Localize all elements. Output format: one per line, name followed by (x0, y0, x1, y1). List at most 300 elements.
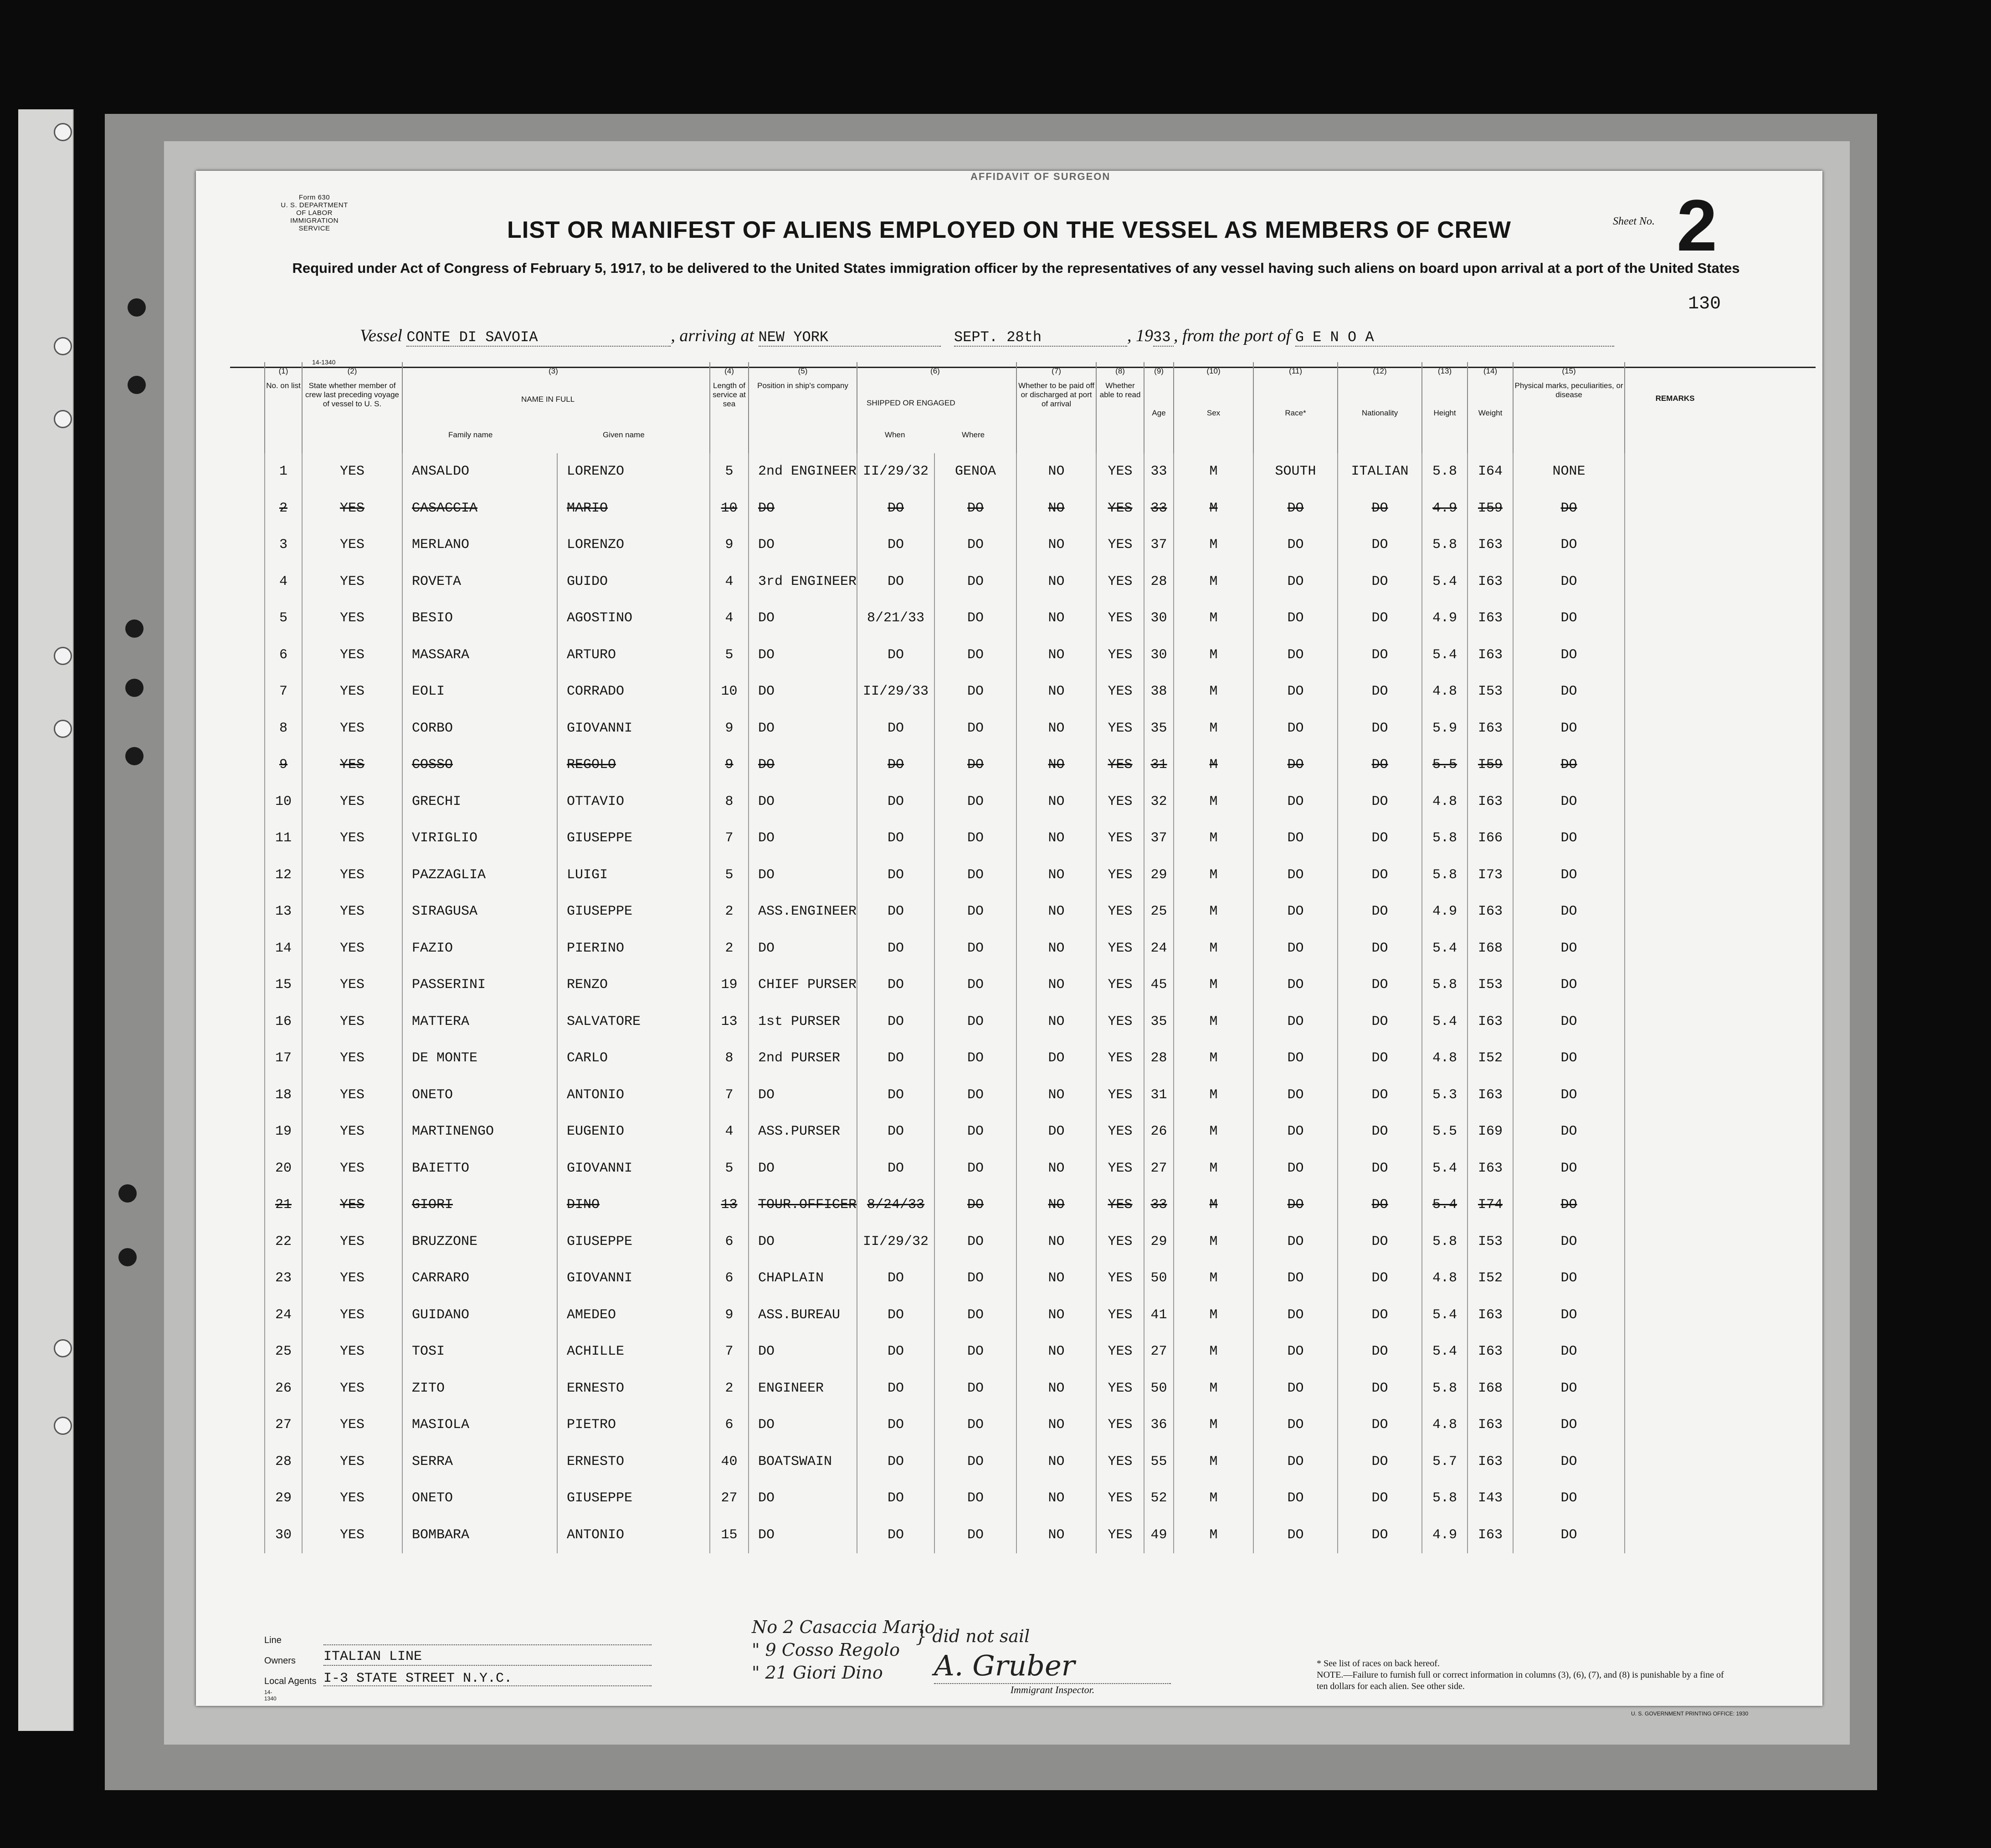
cell-no: 30 (265, 1517, 302, 1554)
cell-nat: DO (1338, 1333, 1422, 1370)
cell-given: ACHILLE (557, 1333, 710, 1370)
local-agents-label: Local Agents (264, 1676, 317, 1686)
local-agents-value: I-3 STATE STREET N.Y.C. (323, 1671, 513, 1686)
cell-weight: I64 (1468, 453, 1513, 490)
immigrant-inspector-label: Immigrant Inspector. (934, 1683, 1171, 1696)
cell-paid: NO (1016, 1297, 1096, 1334)
cell-nat: DO (1338, 1077, 1422, 1114)
cell-read: YES (1096, 1444, 1144, 1480)
cell-sex: M (1174, 1223, 1253, 1260)
footer-notes (1317, 1658, 1736, 1692)
cell-nat: DO (1338, 710, 1422, 747)
cell-position: DO (749, 930, 857, 967)
cell-family: SERRA (402, 1444, 557, 1480)
cell-read: YES (1096, 1003, 1144, 1040)
cell-service: 6 (710, 1407, 749, 1444)
line-field (323, 1643, 652, 1645)
cell-weight: I63 (1468, 1297, 1513, 1334)
cell-paid: NO (1016, 527, 1096, 563)
cell-marks: DO (1513, 857, 1625, 894)
cell-when: DO (857, 527, 934, 563)
crew-row (265, 857, 1725, 894)
crew-row (265, 490, 1725, 527)
cell-family: COSSO (402, 747, 557, 783)
cell-position: DO (749, 820, 857, 857)
cell-service: 5 (710, 1150, 749, 1187)
cell-remarks (1625, 783, 1725, 820)
cell-family: BOMBARA (402, 1517, 557, 1554)
cell-no: 15 (265, 967, 302, 1003)
cell-no: 19 (265, 1113, 302, 1150)
inspector-signature: A. Gruber (934, 1649, 1075, 1682)
cell-read: YES (1096, 1260, 1144, 1297)
cell-service: 9 (710, 1297, 749, 1334)
cell-race: DO (1253, 490, 1338, 527)
cell-race: DO (1253, 1370, 1338, 1407)
cell-service: 19 (710, 967, 749, 1003)
cell-family: MASIOLA (402, 1407, 557, 1444)
departure-port: G E N O A (1295, 329, 1614, 347)
cell-height: 4.8 (1422, 673, 1468, 710)
cell-family: CARRARO (402, 1260, 557, 1297)
cell-nat: DO (1338, 1260, 1422, 1297)
cell-sex: M (1174, 1517, 1253, 1554)
cell-family: CASACCIA (402, 490, 557, 527)
cell-weight: I52 (1468, 1040, 1513, 1077)
cell-prev: YES (302, 783, 402, 820)
cell-prev: YES (302, 1040, 402, 1077)
cell-nat: ITALIAN (1338, 453, 1422, 490)
cell-age: 45 (1144, 967, 1174, 1003)
cell-marks: DO (1513, 600, 1625, 637)
cell-age: 37 (1144, 820, 1174, 857)
cell-when: DO (857, 930, 934, 967)
cell-height: 4.9 (1422, 600, 1468, 637)
cell-no: 16 (265, 1003, 302, 1040)
cell-remarks (1625, 710, 1725, 747)
cell-position: 2nd PURSER (749, 1040, 857, 1077)
crew-row (265, 600, 1725, 637)
cell-no: 2 (265, 490, 302, 527)
service-name: IMMIGRATION SERVICE (290, 217, 339, 232)
cell-family: MASSARA (402, 637, 557, 674)
cell-nat: DO (1338, 893, 1422, 930)
cell-read: YES (1096, 673, 1144, 710)
cell-position: DO (749, 1150, 857, 1187)
cell-read: YES (1096, 747, 1144, 783)
cell-weight: I63 (1468, 1003, 1513, 1040)
page-punch-hole (128, 298, 146, 317)
cell-prev: YES (302, 637, 402, 674)
cell-race: DO (1253, 893, 1338, 930)
cell-read: YES (1096, 1480, 1144, 1517)
cell-age: 28 (1144, 563, 1174, 600)
binder-hole (54, 1417, 72, 1435)
cell-when: DO (857, 1480, 934, 1517)
handwritten-note-side: } did not sail (916, 1626, 1030, 1646)
cell-height: 5.4 (1422, 930, 1468, 967)
cell-no: 26 (265, 1370, 302, 1407)
cell-prev: YES (302, 967, 402, 1003)
cell-paid: NO (1016, 1517, 1096, 1554)
cell-given: GUIDO (557, 563, 710, 600)
cell-nat: DO (1338, 1517, 1422, 1554)
cell-family: ROVETA (402, 563, 557, 600)
cell-when: 8/21/33 (857, 600, 934, 637)
cell-where: DO (934, 1260, 1016, 1297)
cell-prev: YES (302, 527, 402, 563)
crew-row (265, 820, 1725, 857)
crew-row (265, 1187, 1725, 1223)
cell-paid: NO (1016, 1150, 1096, 1187)
handwritten-note-2: " 9 Cosso Regolo (752, 1640, 900, 1660)
cell-race: DO (1253, 1297, 1338, 1334)
cell-prev: YES (302, 820, 402, 857)
cell-height: 4.8 (1422, 783, 1468, 820)
cell-service: 8 (710, 783, 749, 820)
cell-family: SIRAGUSA (402, 893, 557, 930)
cell-age: 32 (1144, 783, 1174, 820)
cell-age: 31 (1144, 1077, 1174, 1114)
cell-read: YES (1096, 453, 1144, 490)
cell-race: DO (1253, 710, 1338, 747)
cell-sex: M (1174, 1333, 1253, 1370)
cell-remarks (1625, 1003, 1725, 1040)
cell-no: 28 (265, 1444, 302, 1480)
cell-nat: DO (1338, 527, 1422, 563)
cell-given: LORENZO (557, 527, 710, 563)
cell-read: YES (1096, 820, 1144, 857)
col-header-no: (1) No. on list (265, 362, 302, 453)
crew-row (265, 673, 1725, 710)
cell-height: 5.4 (1422, 1333, 1468, 1370)
cell-age: 35 (1144, 710, 1174, 747)
cell-race: DO (1253, 600, 1338, 637)
cell-age: 26 (1144, 1113, 1174, 1150)
cell-family: ZITO (402, 1370, 557, 1407)
cell-prev: YES (302, 1077, 402, 1114)
cell-where: DO (934, 1040, 1016, 1077)
cell-age: 33 (1144, 1187, 1174, 1223)
cell-when: DO (857, 1113, 934, 1150)
cell-weight: I68 (1468, 1370, 1513, 1407)
penalty-note: NOTE.—Failure to furnish full or correct information in columns (3), (6), (7), and (8) is punishable by a fine of ten dollars for each alien. See other side. (1317, 1670, 1724, 1691)
cell-family: BAIETTO (402, 1150, 557, 1187)
cell-marks: DO (1513, 710, 1625, 747)
cell-race: DO (1253, 930, 1338, 967)
cell-position: DO (749, 1077, 857, 1114)
cell-given: GIUSEPPE (557, 820, 710, 857)
cell-service: 6 (710, 1260, 749, 1297)
cell-where: DO (934, 527, 1016, 563)
cell-sex: M (1174, 1187, 1253, 1223)
cell-paid: NO (1016, 563, 1096, 600)
cell-when: DO (857, 710, 934, 747)
cell-sex: M (1174, 673, 1253, 710)
cell-sex: M (1174, 1444, 1253, 1480)
cell-no: 3 (265, 527, 302, 563)
cell-service: 2 (710, 893, 749, 930)
cell-weight: I63 (1468, 1150, 1513, 1187)
cell-no: 20 (265, 1150, 302, 1187)
cell-read: YES (1096, 637, 1144, 674)
cell-position: 3rd ENGINEER (749, 563, 857, 600)
cell-where: DO (934, 1444, 1016, 1480)
footer-form-code: 14-1340 (264, 1689, 277, 1702)
cell-weight: I69 (1468, 1113, 1513, 1150)
cell-family: BRUZZONE (402, 1223, 557, 1260)
cell-height: 4.9 (1422, 893, 1468, 930)
cell-given: REGOLO (557, 747, 710, 783)
cell-no: 4 (265, 563, 302, 600)
cell-age: 25 (1144, 893, 1174, 930)
cell-service: 10 (710, 490, 749, 527)
cell-family: ANSALDO (402, 453, 557, 490)
cell-paid: NO (1016, 490, 1096, 527)
page-punch-hole (118, 1248, 137, 1266)
cell-service: 6 (710, 1223, 749, 1260)
cell-where: DO (934, 563, 1016, 600)
cell-remarks (1625, 1480, 1725, 1517)
cell-service: 2 (710, 930, 749, 967)
cell-race: DO (1253, 673, 1338, 710)
crew-row (265, 1077, 1725, 1114)
cell-read: YES (1096, 1040, 1144, 1077)
cell-marks: DO (1513, 1040, 1625, 1077)
page-title: LIST OR MANIFEST OF ALIENS EMPLOYED ON THE VESSEL AS MEMBERS OF CREW (507, 217, 1511, 243)
cell-sex: M (1174, 783, 1253, 820)
cell-age: 55 (1144, 1444, 1174, 1480)
form-number: Form 630 (298, 194, 330, 201)
binder-hole (54, 720, 72, 738)
cell-age: 50 (1144, 1260, 1174, 1297)
owners-label: Owners (264, 1656, 296, 1666)
cell-race: DO (1253, 1480, 1338, 1517)
cell-marks: DO (1513, 1407, 1625, 1444)
cell-remarks (1625, 527, 1725, 563)
cell-given: GIOVANNI (557, 1150, 710, 1187)
cell-race: DO (1253, 857, 1338, 894)
cell-marks: DO (1513, 893, 1625, 930)
cell-nat: DO (1338, 783, 1422, 820)
crew-row (265, 637, 1725, 674)
col-header-height: (13) Height (1422, 362, 1468, 453)
cell-read: YES (1096, 1223, 1144, 1260)
cell-prev: YES (302, 490, 402, 527)
cell-read: YES (1096, 527, 1144, 563)
cell-age: 50 (1144, 1370, 1174, 1407)
cell-family: MATTERA (402, 1003, 557, 1040)
cell-read: YES (1096, 1113, 1144, 1150)
cell-sex: M (1174, 1077, 1253, 1114)
cell-age: 30 (1144, 637, 1174, 674)
cell-read: YES (1096, 490, 1144, 527)
cell-read: YES (1096, 857, 1144, 894)
crew-row (265, 710, 1725, 747)
cell-race: SOUTH (1253, 453, 1338, 490)
cell-given: CARLO (557, 1040, 710, 1077)
crew-row (265, 1333, 1725, 1370)
cell-weight: I63 (1468, 527, 1513, 563)
cell-when: DO (857, 1517, 934, 1554)
cell-when: DO (857, 490, 934, 527)
cell-prev: YES (302, 1407, 402, 1444)
cell-weight: I63 (1468, 783, 1513, 820)
cell-where: DO (934, 673, 1016, 710)
cell-prev: YES (302, 1223, 402, 1260)
cell-remarks (1625, 1370, 1725, 1407)
cell-weight: I43 (1468, 1480, 1513, 1517)
cell-given: MARIO (557, 490, 710, 527)
crew-manifest-table (264, 362, 1725, 1553)
cell-no: 11 (265, 820, 302, 857)
cell-read: YES (1096, 1333, 1144, 1370)
cell-age: 29 (1144, 857, 1174, 894)
cell-weight: I63 (1468, 563, 1513, 600)
cell-marks: DO (1513, 527, 1625, 563)
cell-read: YES (1096, 1407, 1144, 1444)
cell-race: DO (1253, 820, 1338, 857)
cell-family: BESIO (402, 600, 557, 637)
cell-height: 5.4 (1422, 563, 1468, 600)
cell-given: OTTAVIO (557, 783, 710, 820)
cell-paid: NO (1016, 1407, 1096, 1444)
cell-nat: DO (1338, 1223, 1422, 1260)
cell-read: YES (1096, 600, 1144, 637)
cell-marks: DO (1513, 1260, 1625, 1297)
cell-no: 8 (265, 710, 302, 747)
cell-when: DO (857, 967, 934, 1003)
cell-read: YES (1096, 1517, 1144, 1554)
cell-sex: M (1174, 1003, 1253, 1040)
cell-nat: DO (1338, 1480, 1422, 1517)
cell-race: DO (1253, 527, 1338, 563)
cell-prev: YES (302, 1370, 402, 1407)
cell-where: DO (934, 820, 1016, 857)
crew-row (265, 527, 1725, 563)
binder-hole (54, 123, 72, 141)
col-header-previous-voyage: (2) State whether member of crew last preceding voyage of vessel to U. S. (302, 362, 402, 453)
cell-weight: I63 (1468, 600, 1513, 637)
cell-when: DO (857, 1297, 934, 1334)
cell-weight: I53 (1468, 1223, 1513, 1260)
departure-port-label: , from the port of (1174, 326, 1291, 345)
cell-age: 33 (1144, 490, 1174, 527)
cell-no: 14 (265, 930, 302, 967)
cell-given: ERNESTO (557, 1370, 710, 1407)
cell-when: DO (857, 1333, 934, 1370)
cell-race: DO (1253, 1187, 1338, 1223)
cell-prev: YES (302, 1113, 402, 1150)
cell-height: 5.8 (1422, 453, 1468, 490)
cell-when: DO (857, 820, 934, 857)
cell-given: ANTONIO (557, 1517, 710, 1554)
department-name: U. S. DEPARTMENT OF LABOR (281, 201, 348, 217)
cell-weight: I66 (1468, 820, 1513, 857)
cell-nat: DO (1338, 637, 1422, 674)
cell-service: 27 (710, 1480, 749, 1517)
page-punch-hole (118, 1184, 137, 1203)
cell-no: 24 (265, 1297, 302, 1334)
cell-when: II/29/33 (857, 673, 934, 710)
cell-where: DO (934, 747, 1016, 783)
cell-read: YES (1096, 1150, 1144, 1187)
cell-family: PASSERINI (402, 967, 557, 1003)
cell-prev: YES (302, 1333, 402, 1370)
cell-nat: DO (1338, 1297, 1422, 1334)
cell-when: DO (857, 563, 934, 600)
cell-sex: M (1174, 1297, 1253, 1334)
col-header-able-to-read: (8) Whether able to read (1096, 362, 1144, 453)
cell-marks: NONE (1513, 453, 1625, 490)
cell-service: 9 (710, 747, 749, 783)
cell-read: YES (1096, 967, 1144, 1003)
cell-family: DE MONTE (402, 1040, 557, 1077)
cell-height: 5.4 (1422, 1187, 1468, 1223)
cell-position: ASS.BUREAU (749, 1297, 857, 1334)
cell-position: DO (749, 747, 857, 783)
cell-where: DO (934, 930, 1016, 967)
cell-remarks (1625, 1444, 1725, 1480)
cell-given: ERNESTO (557, 1444, 710, 1480)
cell-position: DO (749, 1517, 857, 1554)
cell-age: 24 (1144, 930, 1174, 967)
cell-prev: YES (302, 710, 402, 747)
cell-service: 7 (710, 1333, 749, 1370)
cell-marks: DO (1513, 1003, 1625, 1040)
cell-prev: YES (302, 563, 402, 600)
cell-no: 12 (265, 857, 302, 894)
cell-when: DO (857, 1003, 934, 1040)
cell-race: DO (1253, 1517, 1338, 1554)
cell-remarks (1625, 673, 1725, 710)
cell-given: SALVATORE (557, 1003, 710, 1040)
cell-sex: M (1174, 893, 1253, 930)
owners-value: ITALIAN LINE (323, 1649, 422, 1664)
cell-race: DO (1253, 1113, 1338, 1150)
cell-paid: NO (1016, 967, 1096, 1003)
cell-race: DO (1253, 783, 1338, 820)
cell-prev: YES (302, 893, 402, 930)
cell-family: PAZZAGLIA (402, 857, 557, 894)
cell-given: DINO (557, 1187, 710, 1223)
cell-given: GIOVANNI (557, 1260, 710, 1297)
cell-remarks (1625, 1077, 1725, 1114)
crew-rows (265, 453, 1725, 1553)
cell-where: DO (934, 710, 1016, 747)
cell-service: 7 (710, 820, 749, 857)
cell-race: DO (1253, 1150, 1338, 1187)
cell-prev: YES (302, 1150, 402, 1187)
cell-family: MERLANO (402, 527, 557, 563)
cell-height: 5.8 (1422, 527, 1468, 563)
binder-hole (54, 337, 72, 355)
cell-remarks (1625, 1113, 1725, 1150)
cell-family: GUIDANO (402, 1297, 557, 1334)
cell-sex: M (1174, 967, 1253, 1003)
cell-weight: I59 (1468, 747, 1513, 783)
cell-remarks (1625, 1297, 1725, 1334)
crew-row (265, 1444, 1725, 1480)
cell-where: DO (934, 1187, 1016, 1223)
cell-nat: DO (1338, 1444, 1422, 1480)
form-code: 14-1340 (312, 358, 336, 366)
cell-prev: YES (302, 1444, 402, 1480)
cell-read: YES (1096, 1370, 1144, 1407)
cell-height: 4.9 (1422, 490, 1468, 527)
manifest-page (196, 171, 1822, 1717)
cell-marks: DO (1513, 563, 1625, 600)
